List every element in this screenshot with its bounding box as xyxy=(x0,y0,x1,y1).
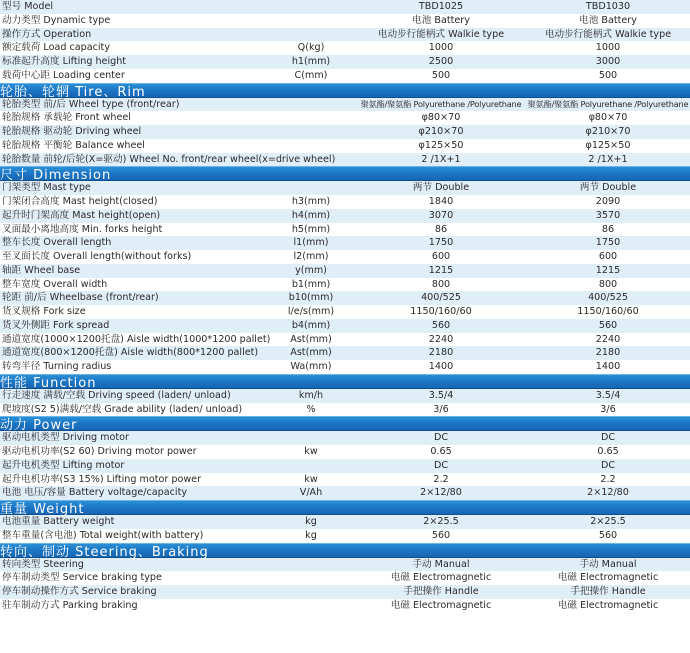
value-tbd1025: 电池 Battery xyxy=(412,14,470,26)
spec-label: 载荷中心距 Loading center xyxy=(2,69,125,81)
spec-label: 门架闭合高度 Mast height(closed) xyxy=(2,196,158,207)
value-tbd1030: 1215 xyxy=(595,264,621,276)
value-tbd1030: 两节 Double xyxy=(579,182,637,194)
spec-row xyxy=(0,473,690,487)
value-tbd1030: 1000 xyxy=(595,42,621,54)
spec-unit: b4(mm) xyxy=(291,319,331,331)
spec-row xyxy=(0,599,690,613)
value-tbd1030: 0.65 xyxy=(597,446,619,457)
value-tbd1025: 两节 Double xyxy=(412,182,470,194)
spec-row xyxy=(0,181,690,195)
section-title: 尺寸 Dimension xyxy=(0,168,112,184)
value-tbd1025: 2×12/80 xyxy=(420,487,462,499)
spec-row xyxy=(0,139,690,153)
spec-row xyxy=(0,486,690,500)
spec-label: 停车制动类型 Service braking type xyxy=(2,572,162,584)
spec-label: 轮胎规格 承载轮 Front wheel xyxy=(2,112,131,124)
spec-row xyxy=(0,389,690,403)
spec-unit: kw xyxy=(304,473,318,485)
spec-row xyxy=(0,571,690,585)
spec-row xyxy=(0,236,690,250)
spec-row xyxy=(0,291,690,305)
value-tbd1025: 1750 xyxy=(428,237,454,249)
value-tbd1030: 400/525 xyxy=(588,292,628,304)
spec-row xyxy=(0,333,690,347)
spec-label: 通道宽度(1000×1200托盘) Aisle width(1000*1200 pallet) xyxy=(2,333,271,345)
spec-unit: h4(mm) xyxy=(291,209,331,221)
spec-unit: km/h xyxy=(298,389,324,401)
spec-row xyxy=(0,305,690,319)
spec-unit: y(mm) xyxy=(295,264,327,276)
value-tbd1030: 86 xyxy=(601,223,615,235)
spec-row xyxy=(0,278,690,292)
spec-unit: h5(mm) xyxy=(291,223,331,235)
spec-label: 停车制动操作方式 Service braking xyxy=(2,586,157,597)
spec-row xyxy=(0,445,690,459)
spec-unit: % xyxy=(306,403,316,415)
value-tbd1030: 3.5/4 xyxy=(595,389,621,401)
spec-label: 起升电机类型 Lifting motor xyxy=(2,459,125,471)
spec-row xyxy=(0,346,690,360)
spec-row xyxy=(0,515,690,529)
value-tbd1030: 3000 xyxy=(595,56,621,67)
value-tbd1025: TBD1025 xyxy=(418,1,464,12)
spec-row xyxy=(0,98,690,112)
spec-label: 爬坡度(S2 5)满载/空载 Grade ability (laden/ unload) xyxy=(2,403,243,415)
spec-label: 驱动电机类型 Driving motor xyxy=(2,432,129,444)
spec-label: 起升电机功率(S3 15%) Lifting motor power xyxy=(2,473,202,485)
value-tbd1025: 电动步行能柄式 Walkie type xyxy=(377,28,505,40)
spec-label: 转弯半径 Turning radius xyxy=(2,361,112,372)
value-tbd1025: 聚氨酯/聚氨酯 Polyurethane /Polyurethane xyxy=(360,98,522,109)
value-tbd1025: 3/6 xyxy=(433,403,449,415)
spec-row xyxy=(0,209,690,223)
value-tbd1030: 560 xyxy=(598,319,618,331)
spec-row xyxy=(0,403,690,417)
spec-label: 起升时门架高度 Mast height(open) xyxy=(2,209,161,221)
spec-row xyxy=(0,55,690,69)
value-tbd1030: 2.2 xyxy=(600,473,616,485)
value-tbd1025: 1150/160/60 xyxy=(410,306,472,317)
value-tbd1030: 聚氨酯/聚氨酯 Polyurethane /Polyurethane xyxy=(527,98,689,109)
spec-row xyxy=(0,111,690,125)
spec-unit: kw xyxy=(304,446,318,457)
spec-row xyxy=(0,0,690,14)
section-title: 重量 Weight xyxy=(0,502,85,517)
spec-label: 整车宽度 Overall width xyxy=(2,278,108,290)
section-header xyxy=(0,166,690,184)
section-header xyxy=(0,416,690,434)
spec-row xyxy=(0,195,690,209)
spec-label: 叉面最小离地高度 Min. forks height xyxy=(2,223,163,235)
value-tbd1030: 电磁 Electromagnetic xyxy=(557,599,659,611)
value-tbd1025: 2500 xyxy=(428,56,454,67)
value-tbd1030: φ125×50 xyxy=(585,139,631,151)
spec-label: 行走速度 满载/空载 Driving speed (laden/ unload) xyxy=(2,389,231,401)
value-tbd1025: 手动 Manual xyxy=(412,558,470,570)
value-tbd1025: 1000 xyxy=(428,42,454,54)
spec-label: 动力类型 Dynamic type xyxy=(2,14,111,26)
value-tbd1025: 86 xyxy=(434,223,448,235)
value-tbd1030: 2×12/80 xyxy=(587,487,629,499)
value-tbd1025: φ80×70 xyxy=(421,112,461,124)
spec-row xyxy=(0,28,690,42)
value-tbd1030: 电池 Battery xyxy=(579,14,637,26)
spec-label: 通道宽度(800×1200托盘) Aisle width(800*1200 pallet) xyxy=(2,347,259,359)
value-tbd1030: 手动 Manual xyxy=(579,558,637,570)
section-header xyxy=(0,374,690,389)
value-tbd1025: 600 xyxy=(431,251,451,262)
spec-unit: kg xyxy=(305,529,317,541)
value-tbd1025: 2 /1X+1 xyxy=(421,153,461,165)
value-tbd1025: 0.65 xyxy=(430,446,452,457)
value-tbd1025: DC xyxy=(433,432,449,444)
spec-row xyxy=(0,264,690,278)
spec-label: 型号 Model xyxy=(2,1,54,12)
spec-row xyxy=(0,431,690,445)
spec-label: 驻车制动方式 Parking braking xyxy=(2,599,138,611)
value-tbd1025: 2180 xyxy=(428,347,454,359)
value-tbd1030: 600 xyxy=(598,251,618,262)
value-tbd1025: 500 xyxy=(431,69,451,81)
spec-row xyxy=(0,558,690,572)
spec-unit: Q(kg) xyxy=(297,42,325,54)
section-header xyxy=(0,83,690,98)
value-tbd1030: 2 /1X+1 xyxy=(588,153,628,165)
value-tbd1030: 手把操作 Handle xyxy=(570,586,646,597)
spec-label: 轮距 前/后 Wheelbase (front/rear) xyxy=(2,292,159,304)
section-title: 动力 Power xyxy=(0,418,78,434)
spec-row xyxy=(0,319,690,333)
value-tbd1025: 3.5/4 xyxy=(428,389,454,401)
spec-row xyxy=(0,250,690,264)
spec-unit: h3(mm) xyxy=(291,196,331,207)
value-tbd1030: 1400 xyxy=(595,361,621,372)
value-tbd1025: φ210×70 xyxy=(418,126,464,137)
spec-unit: V/Ah xyxy=(299,487,323,499)
spec-label: 额定载荷 Load capacity xyxy=(2,42,110,54)
spec-row xyxy=(0,585,690,599)
spec-row xyxy=(0,360,690,374)
value-tbd1030: 800 xyxy=(598,278,618,290)
spec-unit: b10(mm) xyxy=(288,292,334,304)
spec-label: 门架类型 Mast type xyxy=(2,182,91,194)
value-tbd1030: DC xyxy=(600,459,616,471)
spec-label: 轴距 Wheel base xyxy=(2,264,81,276)
spec-row xyxy=(0,125,690,139)
spec-label: 标准起升高度 Lifting height xyxy=(2,56,127,67)
value-tbd1025: 2×25.5 xyxy=(423,516,459,527)
spec-label: 电池重量 Battery weight xyxy=(2,516,115,527)
spec-row xyxy=(0,41,690,55)
value-tbd1025: 1840 xyxy=(428,196,454,207)
spec-unit: l/e/s(mm) xyxy=(287,306,335,317)
value-tbd1025: 1215 xyxy=(428,264,454,276)
spec-unit: l1(mm) xyxy=(293,237,329,249)
spec-label: 轮胎规格 平衡轮 Balance wheel xyxy=(2,139,145,151)
value-tbd1030: φ80×70 xyxy=(588,112,628,124)
section-header xyxy=(0,543,690,558)
spec-row xyxy=(0,459,690,473)
spec-label: 整车重量(含电池) Total weight(with battery) xyxy=(2,529,204,541)
spec-unit: Wa(mm) xyxy=(290,361,332,372)
value-tbd1025: 2.2 xyxy=(433,473,449,485)
section-title: 性能 Function xyxy=(0,375,97,391)
value-tbd1025: DC xyxy=(433,459,449,471)
spec-unit: kg xyxy=(305,516,317,527)
value-tbd1030: 电动步行能柄式 Walkie type xyxy=(544,28,672,40)
spec-label: 货叉规格 Fork size xyxy=(2,306,86,317)
value-tbd1030: 1750 xyxy=(595,237,621,249)
value-tbd1030: 3/6 xyxy=(600,403,616,415)
value-tbd1030: 500 xyxy=(598,69,618,81)
spec-label: 转向类型 Steering xyxy=(2,558,84,570)
value-tbd1030: 2240 xyxy=(595,333,621,345)
value-tbd1030: 1150/160/60 xyxy=(577,306,639,317)
value-tbd1030: 2090 xyxy=(595,196,621,207)
value-tbd1030: 2×25.5 xyxy=(590,516,626,527)
value-tbd1025: 1400 xyxy=(428,361,454,372)
spec-label: 整车长度 Overall length xyxy=(2,237,112,249)
value-tbd1025: 560 xyxy=(431,529,451,541)
value-tbd1025: 400/525 xyxy=(421,292,461,304)
spec-row xyxy=(0,223,690,237)
spec-unit: Ast(mm) xyxy=(290,333,332,345)
spec-unit: Ast(mm) xyxy=(290,347,332,359)
spec-unit: b1(mm) xyxy=(291,278,331,290)
value-tbd1030: 3570 xyxy=(595,209,621,221)
section-header xyxy=(0,500,690,515)
value-tbd1025: φ125×50 xyxy=(418,139,464,151)
value-tbd1030: 2180 xyxy=(595,347,621,359)
section-title: 轮胎、轮辋 Tire、Rim xyxy=(0,84,146,100)
spec-unit: l2(mm) xyxy=(293,251,329,262)
value-tbd1025: 560 xyxy=(431,319,451,331)
spec-label: 至叉面长度 Overall length(without forks) xyxy=(2,251,192,262)
spec-unit: h1(mm) xyxy=(291,56,331,67)
value-tbd1030: φ210×70 xyxy=(585,126,631,137)
value-tbd1030: TBD1030 xyxy=(585,1,631,12)
spec-label: 驱动电机功率(S2 60) Driving motor power xyxy=(2,446,197,457)
value-tbd1025: 电磁 Electromagnetic xyxy=(390,599,492,611)
value-tbd1025: 电磁 Electromagnetic xyxy=(390,572,492,584)
section-title: 转向、制动 Steering、Braking xyxy=(0,544,209,560)
value-tbd1025: 800 xyxy=(431,278,451,290)
value-tbd1025: 2240 xyxy=(428,333,454,345)
value-tbd1030: DC xyxy=(600,432,616,444)
spec-unit: C(mm) xyxy=(294,69,328,81)
value-tbd1025: 3070 xyxy=(428,209,454,221)
spec-label: 轮胎类型 前/后 Wheel type (front/rear) xyxy=(2,98,180,110)
value-tbd1025: 手把操作 Handle xyxy=(403,586,479,597)
spec-row xyxy=(0,14,690,28)
spec-label: 轮胎数量 前轮/后轮(X=驱动) Wheel No. front/rear wheel(x=drive wheel) xyxy=(2,153,336,165)
spec-label: 电池 电压/容量 Battery voltage/capacity xyxy=(2,487,188,499)
spec-label: 轮胎规格 驱动轮 Driving wheel xyxy=(2,126,142,137)
value-tbd1030: 560 xyxy=(598,529,618,541)
value-tbd1030: 电磁 Electromagnetic xyxy=(557,572,659,584)
spec-label: 操作方式 Operation xyxy=(2,28,92,40)
spec-label: 货叉外侧距 Fork spread xyxy=(2,319,110,331)
